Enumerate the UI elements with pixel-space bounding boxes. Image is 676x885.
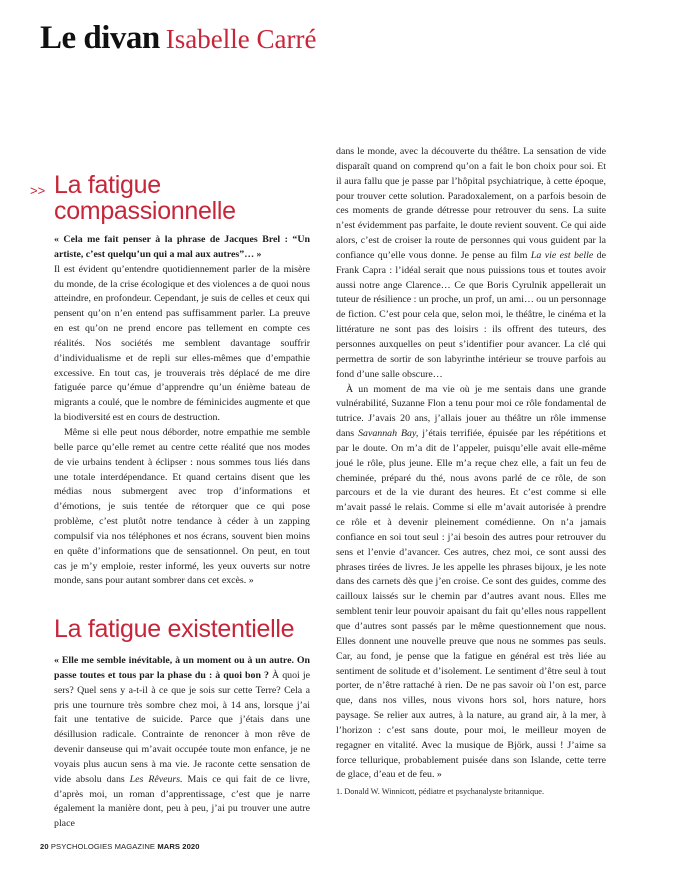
- film-title: La vie est belle: [530, 249, 594, 261]
- section-title-compassionnelle: La fatigue compassionnelle: [54, 171, 236, 225]
- paragraph: À un moment de ma vie où je me sentais dans une grande vulnérabilité, Suzanne Flon a tenu pour moi ce rôle fondamental de tutrice. J’avais 20 ans, j’allais jouer au théâtre un rôle immense dans Savannah Bay, j’étais terrifiée, épuisée par les répétitions et par le doute. On m’a dit de l’appeler, puisqu’elle avait elle-même joué le rôle, plus jeune. Elle m’a reçue chez elle, a fait un feu de cheminée, préparé du thé, nous avons parlé de ce rôle, de son parcours et de la vie durant des heures. Et c’est comme si elle m’avait passé le relais. Comme si elle m’avait autorisée à prendre ce rôle et à devenir pleinement comédienne. On n’a jamais confiance en soi tout seul : j’ai besoin des autres pour retrouver du sens et l’envie d’avancer. Ces autres, chez moi, ce sont aussi des phrases tirées de livres. Je les appelle les phrases bijoux, je les note dans des carnets dès que j’en croise. Ce sont des guides, comme des cailloux laissés sur le chemin par d’autres avant nous. Elles me semblent tenir leur pouvoir apaisant du fait qu’elles nous rappellent que d’autres sont passés par le même questionnement que nous. Elles donnent une nouvelle preuve que nous ne sommes pas seuls. Car, au fond, je pense que la fatigue en général est très liée au sentiment de solitude et d’isolement. Le sentiment d’être seul à tout porter, de n’être rattaché à rien. De ne pas savoir où l’on est, parce que, dans nos villes, nous vivons hors sol, hors nature, hors paysage. Se relier aux autres, à la nature, au grand air, à la mer, à l’horizon : c’est sans doute, pour moi, le meilleur moyen de regagner en vitalité. Avec la musique de Björk, aussi ! J’aime sa force tellurique, probablement puisée dans son Islande, cette terre de glace, d’eau et de feu. »: [336, 383, 606, 781]
- author-name: Isabelle Carré: [165, 24, 317, 54]
- paragraph: « Elle me semble inévitable, à un moment ou à un autre. On passe toutes et tous par la phase du : à quoi bon ? À quoi je sers? Quel sens y a-t-il à ce que je sois sur cette Terre? Cela a pris une tournure très sombre chez moi, à 14 ans, lorsque j’ai fait une tentative de suicide. Parce que j’étais dans une désillusion radicale. Contrainte de renoncer à mon rêve de devenir danseuse qui m’avait occupée toute mon enfance, je ne voyais plus aucun sens à ma vie. Je raconte cette sensation de vide absolu dans Les Rêveurs. Mais ce qui fait de ce livre, d’après moi, un roman d’apprentissage, c’est que je narre également la manière dont, peu à peu, j’ai pu trouver une autre place: [54, 655, 311, 830]
- lead-quote: « Cela me fait penser à la phrase de Jacques Brel : “Un artiste, c’est quelqu’un qui a mal aux autres”… »: [54, 234, 310, 260]
- magazine-name: PSYCHOLOGIES MAGAZINE: [50, 842, 156, 851]
- column-title: Le divan: [40, 20, 160, 56]
- chevron-icon: >>: [30, 183, 46, 198]
- page-footer: [40, 842, 200, 851]
- paragraph: Il est évident qu’entendre quotidiennement parler de la misère du monde, de la crise écologique et des violences a de quoi nous atteindre, en profondeur. Cependant, je suis de celles et ceux qui pensent qu’on n’en entend pas suffisamment parler. La preuve en est qu’on ne prend encore pas tellement en compte ces réalités. Nos sociétés me semblent davantage souffrir d’individualisme et de repli sur elles-mêmes que d’empathie excessive. En tout cas, je trouverais très déplacé de me dire fatiguée parce qu’émue d’apprendre qu’un énième bateau de migrants a coulé, que le nombre de féminicides augmente et que la biodiversité est en cours de destruction.: [54, 263, 310, 424]
- right-column-body: [336, 145, 606, 797]
- paragraph: dans le monde, avec la découverte du théâtre. La sensation de vide disparaît quand on comprend qu’on a fait le bon choix pour soi. Et il aura fallu que je passe par l’hôpital psychiatrique, à cette époque, pour trouver cette solution. Paradoxalement, on a parfois besoin de ces moments de grande détresse pour retrouver du sens. La suite n’est évidemment pas parfaite, le doute revient souvent. Ce qui aide alors, c’est de croiser la route de personnes qui vous guident par la confiance qu’elle vous donne. Je pense au film La vie est belle de Frank Capra : l’idéal serait que nous puissions tous et toutes avoir aussi notre ange Clarence… Ce que Boris Cyrulnik appellerait un tuteur de résilience : un proche, un prof, un ami… ou un personnage de fiction. C’est pour cela que, selon moi, le théâtre, le cinéma et la littérature ne sont pas des loisirs : ils offrent des tuteurs, des personnes auxquelles on peut s’identifier pour avancer. La clé qui permettra de sortir de son labyrinthe intérieur se trouve parfois au fond d’une salle obscure…: [336, 146, 606, 380]
- issue-date: MARS 2020: [157, 842, 200, 851]
- lead-quote: « Elle me semble inévitable, à un moment ou à un autre. On passe toutes et tous par la phase du : à quoi bon ?: [54, 655, 310, 681]
- paragraph: Même si elle peut nous déborder, notre empathie me semble belle parce qu’elle remet au centre cette réalité que nos modes de vie urbains tendent à éclipser : nous sommes tous liés dans une totale interdépendance. Et quand certains disent que les médias nous submergent avec trop d’informations et d’émotions, je suis tentée de rétorquer que ce qui pose problème, c’est plutôt notre tendance à céder à un zapping compulsif via nos téléphones et nos écrans, souvent bien moins en quête d’informations que de sensationnel. On peut, en tout cas je m’y emploie, rester informé, les yeux ouverts sur notre monde, sans pour autant sombrer dans cet excès. »: [54, 426, 310, 587]
- section-title-existentielle: La fatigue existentielle: [54, 615, 295, 643]
- section-body-existentielle: [54, 654, 310, 832]
- page-number: 20: [40, 842, 49, 851]
- column-header: [40, 22, 316, 55]
- footnote: 1. Donald W. Winnicott, pédiatre et psychanalyste britannique.: [336, 787, 545, 797]
- book-title: Les Rêveurs.: [129, 773, 183, 785]
- play-title: Savannah Bay,: [358, 428, 419, 440]
- section-body-compassionnelle: [54, 233, 310, 589]
